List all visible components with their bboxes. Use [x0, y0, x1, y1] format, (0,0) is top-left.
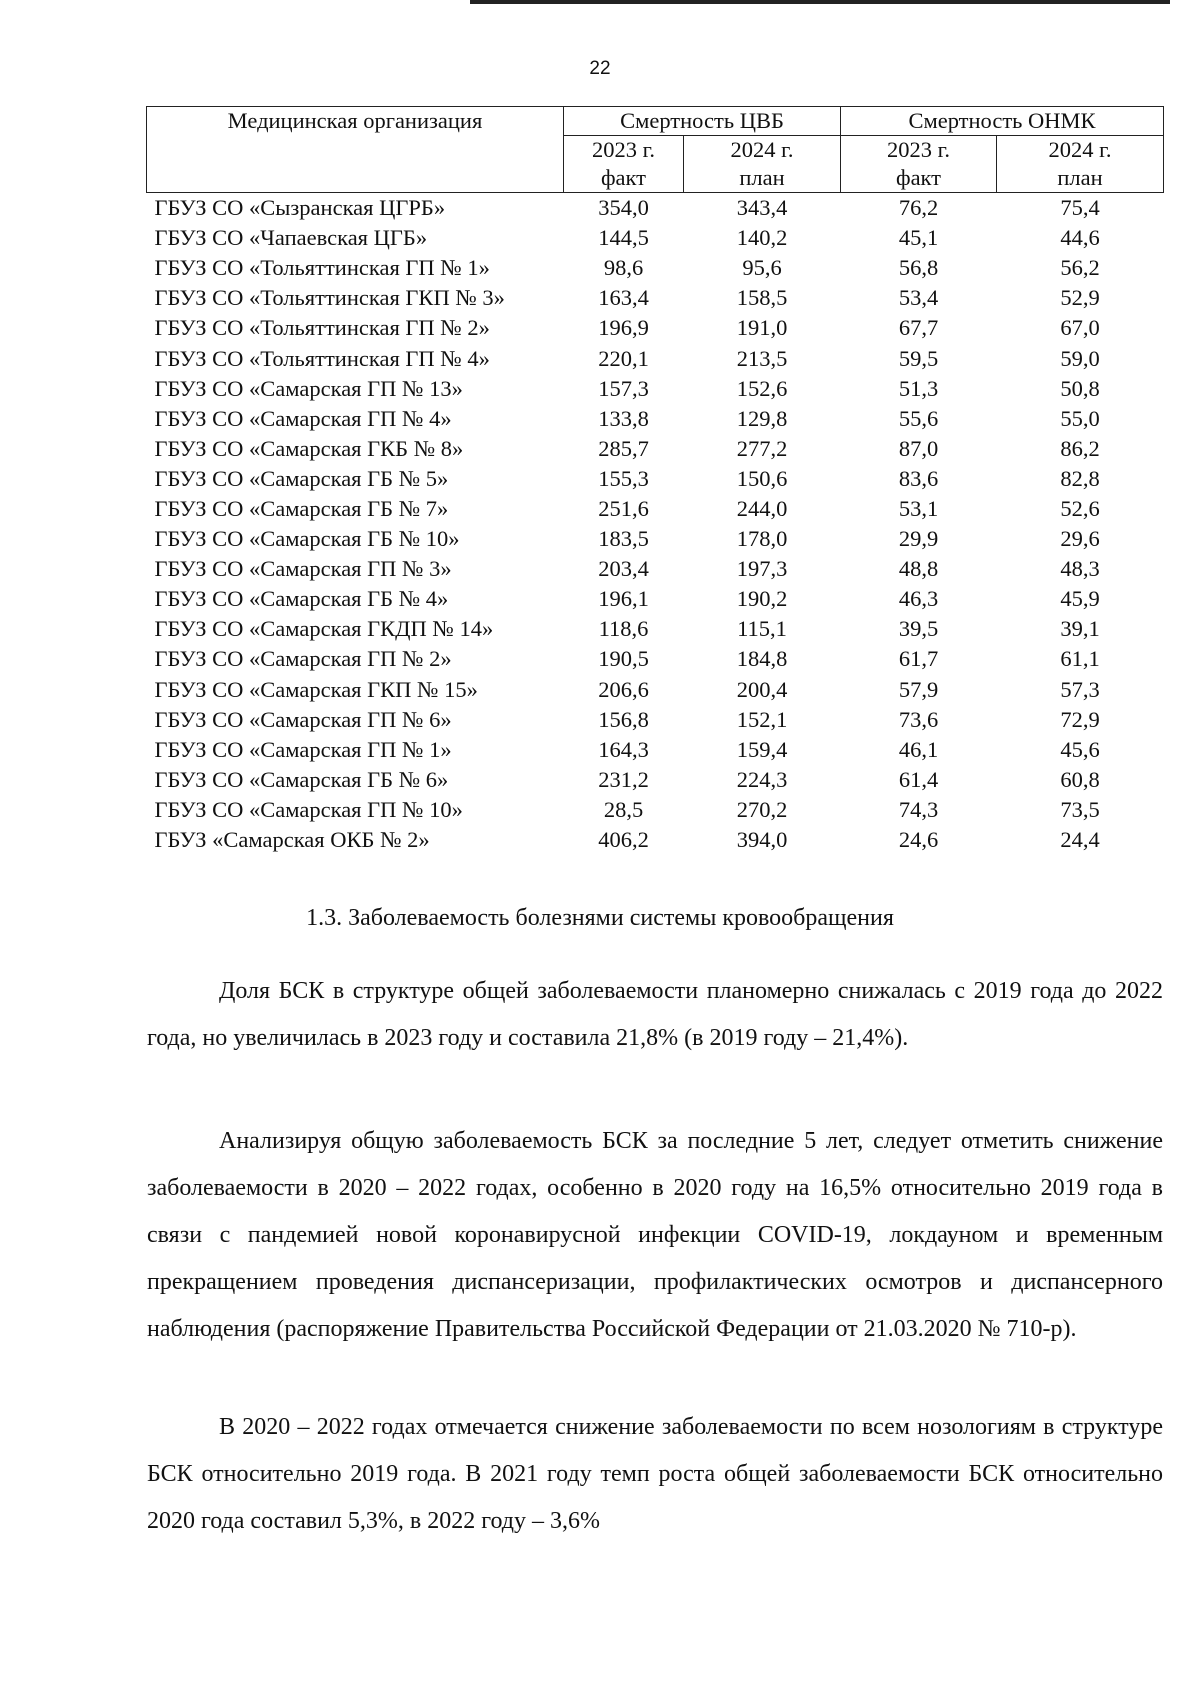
cvb-2024-value: 224,3 — [736, 766, 788, 792]
onmk-2023-value: 57,9 — [898, 676, 939, 702]
cvb-2024-value: 197,3 — [736, 556, 788, 582]
org-name: ГБУЗ СО «Самарская ГБ № 6» — [154, 766, 449, 792]
onmk-2024-value: 39,1 — [1060, 616, 1100, 642]
plan-label: план — [1057, 165, 1103, 190]
table-row — [147, 584, 1164, 614]
page-number: 22 — [589, 58, 611, 79]
year-label: 2023 г. — [887, 137, 950, 162]
cvb-2024-value: 244,0 — [736, 495, 788, 521]
header-onmk-2023 — [841, 136, 997, 193]
cvb-2023-value: 183,5 — [598, 526, 649, 552]
onmk-2023-value: 48,8 — [898, 556, 939, 582]
onmk-2023-value: 61,4 — [898, 766, 939, 792]
cvb-2024-value: 158,5 — [736, 285, 788, 311]
onmk-2023-value: 55,6 — [898, 405, 939, 431]
org-name: ГБУЗ СО «Самарская ГП № 2» — [154, 646, 452, 672]
cvb-2024-value: 190,2 — [736, 586, 788, 612]
onmk-2023-value: 83,6 — [898, 465, 939, 491]
year-label: 2023 г. — [592, 137, 655, 162]
plan-label: план — [739, 165, 785, 190]
cvb-2023-value: 231,2 — [598, 766, 649, 792]
org-name: ГБУЗ СО «Самарская ГБ № 4» — [154, 586, 449, 612]
onmk-2024-value: 73,5 — [1060, 796, 1100, 822]
onmk-2024-value: 48,3 — [1060, 556, 1100, 582]
header-cvb-group: Смертность ЦВБ — [564, 107, 841, 136]
table-body — [147, 193, 1164, 856]
table-row — [147, 614, 1164, 644]
onmk-2023-value: 24,6 — [898, 827, 939, 853]
header-cvb-2024 — [684, 136, 841, 193]
cvb-2023-value: 157,3 — [598, 375, 649, 401]
cvb-2024-value: 159,4 — [736, 736, 788, 762]
table-row — [147, 193, 1164, 224]
cvb-2024-value: 184,8 — [736, 646, 788, 672]
section-title: 1.3. Заболеваемость болезнями системы кровообращения — [306, 905, 894, 931]
cvb-2023-value: 133,8 — [598, 405, 649, 431]
cvb-2023-value: 206,6 — [598, 676, 649, 702]
cvb-2024-value: 152,1 — [736, 706, 788, 732]
year-label: 2024 г. — [1048, 137, 1112, 162]
header-onmk-2024 — [997, 136, 1164, 193]
table-row — [147, 554, 1164, 584]
org-name: ГБУЗ СО «Сызранская ЦГРБ» — [154, 195, 446, 221]
table-row — [147, 283, 1164, 313]
cvb-2023-value: 163,4 — [598, 285, 649, 311]
onmk-2024-value: 56,2 — [1060, 255, 1100, 281]
paragraph: Доля БСК в структуре общей заболеваемости планомерно снижалась с 2019 года до 2022 года, но увеличилась в 2023 году и составила 21,8% (в 2019 году – 21,4%). — [147, 978, 1163, 1051]
cvb-2023-value: 196,1 — [598, 586, 649, 612]
cvb-2023-value: 354,0 — [598, 195, 649, 221]
onmk-2024-value: 59,0 — [1060, 345, 1100, 371]
cvb-2023-value: 164,3 — [598, 736, 649, 762]
table-row — [147, 675, 1164, 705]
onmk-2024-value: 67,0 — [1060, 315, 1100, 341]
onmk-2023-value: 53,4 — [898, 285, 939, 311]
table-header — [147, 107, 1164, 193]
onmk-2023-value: 74,3 — [898, 796, 939, 822]
cvb-2024-value: 394,0 — [736, 827, 788, 853]
cvb-2024-value: 129,8 — [736, 405, 788, 431]
onmk-2023-value: 53,1 — [898, 495, 939, 521]
table-row — [147, 253, 1164, 283]
onmk-2024-value: 75,4 — [1060, 195, 1100, 221]
paragraph: Анализируя общую заболеваемость БСК за последние 5 лет, следует отметить снижение заболеваемости в 2020 – 2022 годах, особенно в 2020 году на 16,5% относительно 2019 года в связи с пандемией новой коронавирусной инфекции COVID-19, локдауном и временным прекращением проведения диспансеризации, профилактических осмотров и диспансерного наблюдения (распоряжение Правительства Российской Федерации от 21.03.2020 № 710-р). — [147, 1128, 1163, 1342]
org-name: ГБУЗ СО «Самарская ГКДП № 14» — [154, 616, 494, 642]
cvb-2024-value: 200,4 — [736, 676, 788, 702]
onmk-2024-value: 72,9 — [1060, 706, 1100, 732]
cvb-2023-value: 144,5 — [598, 225, 649, 251]
table-row — [147, 825, 1164, 855]
onmk-2023-value: 45,1 — [898, 225, 939, 251]
cvb-2023-value: 28,5 — [603, 796, 644, 822]
onmk-2023-value: 56,8 — [898, 255, 939, 281]
org-name: ГБУЗ СО «Самарская ГКП № 15» — [154, 676, 478, 702]
table-row — [147, 434, 1164, 464]
cvb-2024-value: 95,6 — [742, 255, 782, 281]
onmk-2023-value: 67,7 — [898, 315, 939, 341]
header-org: Медицинская организация — [147, 107, 564, 193]
onmk-2024-value: 55,0 — [1060, 405, 1100, 431]
cvb-2023-value: 203,4 — [598, 556, 649, 582]
org-name: ГБУЗ СО «Самарская ГП № 6» — [154, 706, 452, 732]
onmk-2023-value: 46,3 — [898, 586, 939, 612]
cvb-2024-value: 213,5 — [736, 345, 788, 371]
table-row — [147, 735, 1164, 765]
table-row — [147, 494, 1164, 524]
table-row — [147, 705, 1164, 735]
onmk-2024-value: 57,3 — [1060, 676, 1100, 702]
cvb-2024-value: 343,4 — [736, 195, 788, 221]
org-name: ГБУЗ СО «Тольяттинская ГКП № 3» — [154, 285, 505, 311]
cvb-2023-value: 251,6 — [598, 495, 649, 521]
table-row — [147, 374, 1164, 404]
onmk-2023-value: 39,5 — [898, 616, 939, 642]
cvb-2024-value: 270,2 — [736, 796, 788, 822]
cvb-2023-value: 285,7 — [598, 435, 649, 461]
table-row — [147, 524, 1164, 554]
table-row — [147, 313, 1164, 343]
table-row — [147, 343, 1164, 373]
onmk-2023-value: 73,6 — [898, 706, 939, 732]
org-name: ГБУЗ СО «Самарская ГКБ № 8» — [154, 435, 464, 461]
org-name: ГБУЗ СО «Самарская ГП № 1» — [154, 736, 452, 762]
cvb-2024-value: 191,0 — [736, 315, 788, 341]
cvb-2024-value: 277,2 — [736, 435, 788, 461]
onmk-2024-value: 52,6 — [1060, 495, 1100, 521]
onmk-2023-value: 51,3 — [898, 375, 939, 401]
org-name: ГБУЗ СО «Чапаевская ЦГБ» — [154, 225, 428, 251]
table-row — [147, 765, 1164, 795]
cvb-2023-value: 196,9 — [598, 315, 649, 341]
top-edge-rule — [470, 0, 1170, 4]
header-cvb-2023 — [564, 136, 684, 193]
onmk-2024-value: 52,9 — [1060, 285, 1100, 311]
onmk-2024-value: 45,9 — [1060, 586, 1100, 612]
onmk-2024-value: 44,6 — [1060, 225, 1100, 251]
cvb-2024-value: 150,6 — [736, 465, 788, 491]
org-name: ГБУЗ СО «Самарская ГП № 10» — [154, 796, 463, 822]
org-name: ГБУЗ СО «Тольяттинская ГП № 2» — [154, 315, 490, 341]
cvb-2023-value: 98,6 — [603, 255, 644, 281]
cvb-2024-value: 178,0 — [736, 526, 788, 552]
cvb-2024-value: 152,6 — [736, 375, 788, 401]
org-name: ГБУЗ СО «Самарская ГП № 13» — [154, 375, 463, 401]
org-name: ГБУЗ СО «Самарская ГП № 3» — [154, 556, 452, 582]
onmk-2023-value: 76,2 — [898, 195, 939, 221]
cvb-2023-value: 220,1 — [598, 345, 649, 371]
table-row — [147, 795, 1164, 825]
table-row — [147, 223, 1164, 253]
fact-label: факт — [895, 165, 942, 190]
onmk-2023-value: 87,0 — [898, 435, 939, 461]
table-row — [147, 644, 1164, 674]
onmk-2024-value: 86,2 — [1060, 435, 1100, 461]
cvb-2024-value: 140,2 — [736, 225, 788, 251]
org-name: ГБУЗ СО «Тольяттинская ГП № 1» — [154, 255, 490, 281]
onmk-2024-value: 60,8 — [1060, 766, 1100, 792]
cvb-2024-value: 115,1 — [737, 616, 787, 642]
org-name: ГБУЗ СО «Тольяттинская ГП № 4» — [154, 345, 490, 371]
org-name: ГБУЗ СО «Самарская ГП № 4» — [154, 405, 452, 431]
cvb-2023-value: 118,6 — [598, 616, 649, 642]
onmk-2024-value: 82,8 — [1060, 465, 1100, 491]
onmk-2023-value: 29,9 — [898, 526, 939, 552]
fact-label: факт — [600, 165, 647, 190]
cvb-2023-value: 155,3 — [598, 465, 649, 491]
onmk-2023-value: 46,1 — [898, 736, 939, 762]
onmk-2024-value: 45,6 — [1060, 736, 1100, 762]
header-onmk-group: Смертность ОНМК — [841, 107, 1164, 136]
org-name: ГБУЗ СО «Самарская ГБ № 5» — [154, 465, 449, 491]
onmk-2024-value: 61,1 — [1060, 646, 1100, 672]
cvb-2023-value: 190,5 — [598, 646, 649, 672]
table-row — [147, 404, 1164, 434]
onmk-2024-value: 29,6 — [1060, 526, 1100, 552]
cvb-2023-value: 156,8 — [598, 706, 649, 732]
onmk-2023-value: 61,7 — [898, 646, 939, 672]
paragraph: В 2020 – 2022 годах отмечается снижение заболеваемости по всем нозологиям в структуре БСК относительно 2019 года. В 2021 году темп роста общей заболеваемости БСК относительно 2020 года составил 5,3%, в 2022 году – 3,6% — [147, 1414, 1163, 1534]
table-row — [147, 464, 1164, 494]
year-label: 2024 г. — [730, 137, 794, 162]
org-name: ГБУЗ СО «Самарская ГБ № 7» — [154, 495, 449, 521]
cvb-2023-value: 406,2 — [598, 827, 649, 853]
mortality-table — [146, 106, 1164, 855]
onmk-2024-value: 24,4 — [1060, 827, 1100, 853]
onmk-2023-value: 59,5 — [898, 345, 939, 371]
org-name: ГБУЗ СО «Самарская ГБ № 10» — [154, 526, 460, 552]
org-name: ГБУЗ «Самарская ОКБ № 2» — [154, 827, 430, 853]
onmk-2024-value: 50,8 — [1060, 375, 1100, 401]
